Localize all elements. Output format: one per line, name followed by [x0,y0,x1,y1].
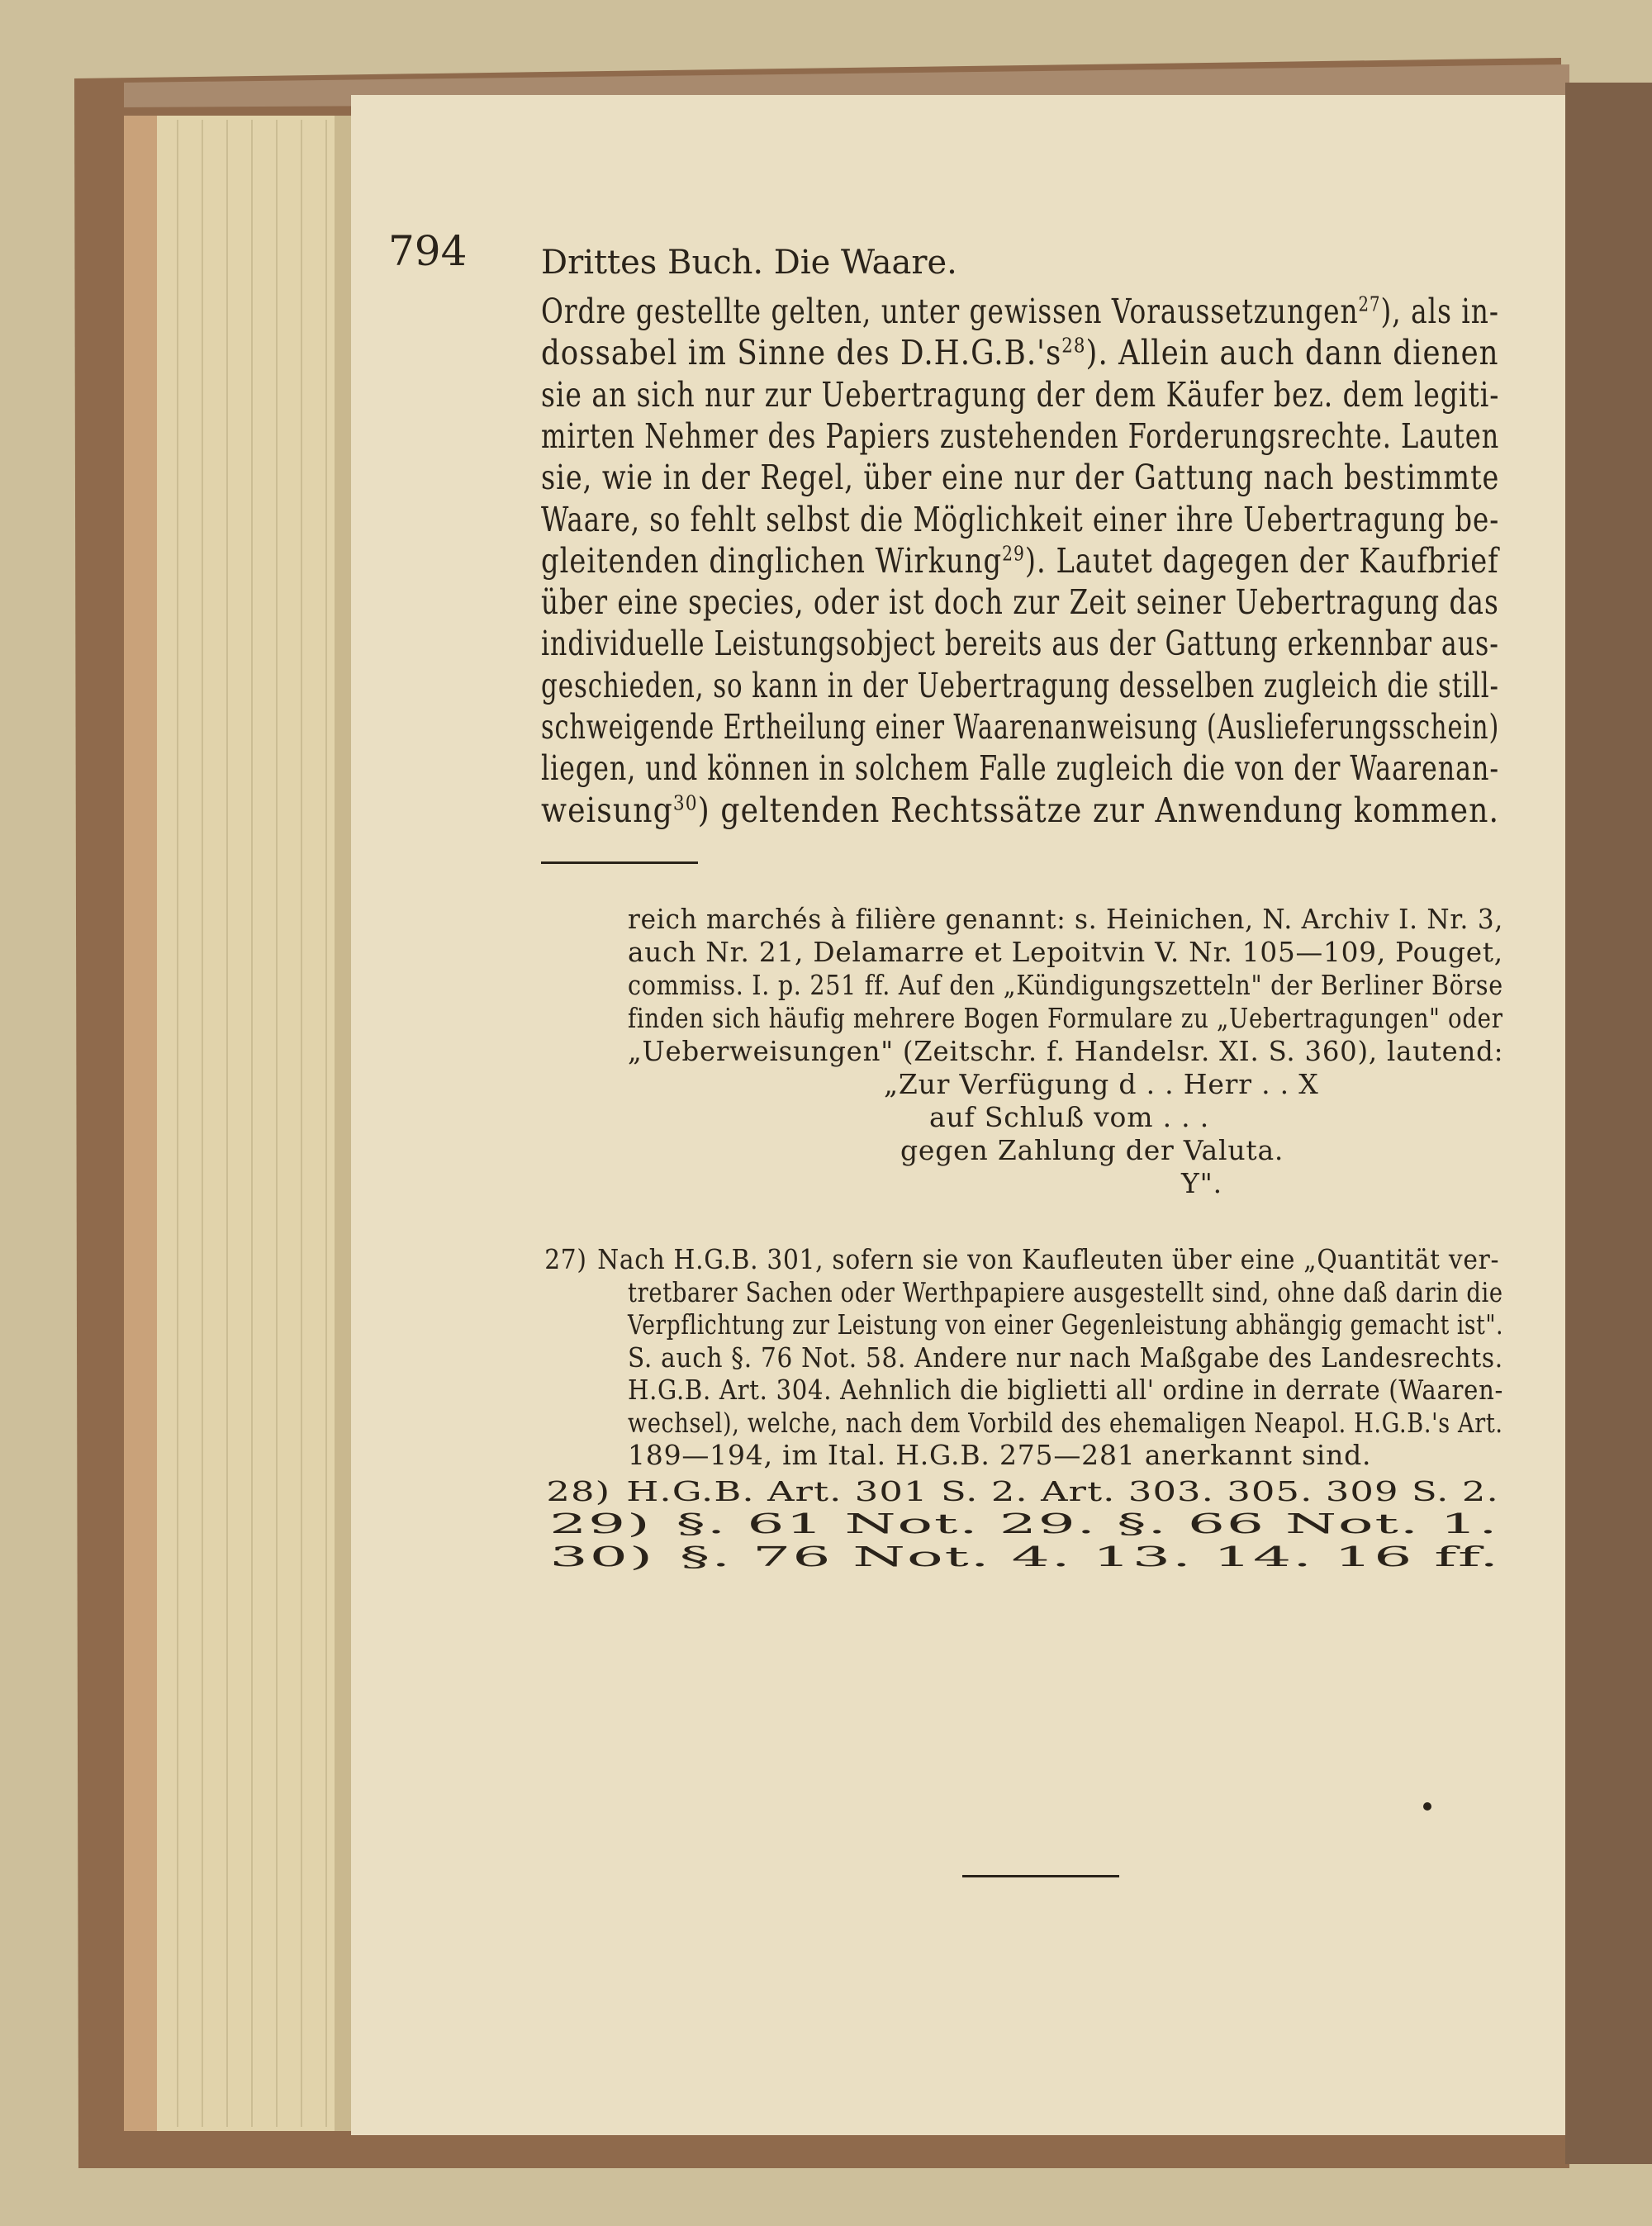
footnote-text: 189—194, im Ital. H.G.B. 275—281 anerkannt sind. [628,1439,1372,1471]
body-text-segment: sie an sich nur zur Uebertragung der dem Käufer bez. dem legiti- [541,374,1500,415]
body-line [541,416,1499,456]
running-title: Drittes Buch. Die Waare. [541,244,957,282]
footnote-line [628,1308,1503,1341]
body-text-segment: dossabel im Sinne des D.H.G.B.'s [541,333,1062,373]
body-line [541,748,1499,788]
formula-text: auf Schluß vom . . . [929,1101,1210,1133]
body-text-segment: sie, wie in der Regel, über eine nur der Gattung nach bestimmte [541,458,1500,498]
footnote-text: H.G.B. Art. 301 S. 2. Art. 303. 305. 309 S. 2. [626,1474,1499,1507]
footnote-text: §. 61 Not. 29. §. 66 Not. 1. [676,1507,1499,1540]
footnote-line [628,1407,1503,1439]
footnote-text: Verpflichtung zur Leistung von einer Gegenleistung abhängig gemacht ist". [628,1308,1504,1341]
footnote-text: reich marchés à filière genannt: s. Heinichen, N. Archiv I. Nr. 3, [628,903,1503,935]
footnote-number: 29) [549,1507,652,1540]
body-line [541,624,1499,663]
footnote-text: commiss. I. p. 251 ff. Auf den „Kündigungszetteln" der Berliner Börse [628,969,1503,1001]
formula-line [929,1101,1209,1133]
footnote-text: S. auch §. 76 Not. 58. Andere nur nach Maßgabe des Landesrechts. [628,1341,1503,1374]
footnote-line [628,1439,1371,1471]
footnote-number: 27) [544,1243,587,1275]
footnote-continuation-line [628,969,1503,1001]
footnote-line [628,1374,1503,1406]
footnote-text: auch Nr. 21, Delamarre et Lepoitvin V. Nr. 105—109, Pouget, [628,936,1503,968]
footnote-ref: 30 [672,790,698,814]
body-text-segment: liegen, und können in solchem Falle zugleich die von der Waarenan- [541,748,1500,789]
body-text-segment: schweigende Ertheilung einer Waarenanweisung (Auslieferungsschein) [541,707,1500,747]
page-number: 794 [388,227,468,275]
body-line [541,458,1499,497]
footnote-text: wechsel), welche, nach dem Vorbild des ehemaligen Neapol. H.G.B.'s Art. [628,1406,1503,1439]
body-text-segment: über eine species, oder ist doch zur Zeit seiner Uebertragung das [541,582,1499,623]
formula-line [1181,1167,1222,1199]
footnote-number: 28) [546,1474,611,1507]
footnote-line [541,1243,1499,1275]
body-line [541,582,1499,622]
body-text-segment: weisung [541,790,673,830]
footnote-line [628,1341,1503,1374]
formula-line [884,1068,1319,1100]
footnote-continuation-line [628,1035,1503,1067]
footnote-continuation-line [628,936,1503,968]
footnote-line [541,1475,1499,1507]
body-line [541,333,1499,373]
ink-dot [1423,1802,1431,1811]
footnote-continuation-line [628,903,1503,935]
body-line [541,707,1499,747]
formula-line [900,1134,1284,1166]
footnote-line [541,1507,1498,1540]
footnote-ref: 27 [1358,292,1381,316]
footnote-continuation-line [628,1002,1503,1034]
footnote-line [628,1276,1503,1308]
end-rule [962,1875,1119,1877]
footnote-text: finden sich häufig mehrere Bogen Formulare zu „Uebertragungen" oder [628,1002,1503,1034]
footnote-number: 30) [549,1540,654,1573]
body-text-segment: mirten Nehmer des Papiers zustehenden Forderungsrechte. Lauten [541,415,1500,456]
footnote-text: „Ueberweisungen" (Zeitschr. f. Handelsr. XI. S. 360), lautend: [628,1035,1504,1067]
formula-text: Y". [1181,1167,1222,1199]
body-line [541,292,1499,331]
body-text-segment: geschieden, so kann in der Uebertragung desselben zugleich die still- [541,665,1499,705]
footnote-text: H.G.B. Art. 304. Aehnlich die biglietti all' ordine in derrate (Waaren- [628,1374,1504,1406]
running-head [388,227,957,282]
book-page [351,95,1565,2135]
body-line [541,375,1499,415]
body-text-segment: Ordre gestellte gelten, unter gewissen Voraussetzungen [541,292,1359,331]
formula-text: „Zur Verfügung d . . Herr . . X [884,1068,1319,1100]
footnote-text: tretbarer Sachen oder Werthpapiere ausgestellt sind, ohne daß darin die [628,1275,1503,1308]
body-text-segment: ) geltenden Rechtssätze zur Anwendung kommen. [697,790,1500,830]
body-text-segment: ), als in- [1380,292,1499,331]
body-text-segment: gleitenden dinglichen Wirkung [541,540,1003,581]
footnote-ref: 29 [1002,541,1025,566]
body-text-segment: ). Lautet dagegen der Kaufbrief [1024,540,1499,581]
footnote-text: §. 76 Not. 4. 13. 14. 16 ff. [679,1540,1501,1573]
formula-text: gegen Zahlung der Valuta. [900,1134,1284,1166]
footnote-text: Nach H.G.B. 301, sofern sie von Kaufleuten über eine „Quantität ver- [597,1243,1500,1275]
body-text-segment: individuelle Leistungsobject bereits aus der Gattung erkennbar aus- [541,624,1499,664]
body-line [541,666,1499,705]
body-line [541,790,1499,830]
body-text-segment: Waare, so fehlt selbst die Möglichkeit einer ihre Uebertragung be- [541,499,1500,539]
body-text-segment: ). Allein auch dann dienen [1085,333,1499,373]
footnote-line [541,1540,1500,1573]
footnote-separator [541,861,698,864]
body-line [541,500,1499,539]
body-line [541,541,1499,581]
footnote-ref: 28 [1061,333,1086,358]
